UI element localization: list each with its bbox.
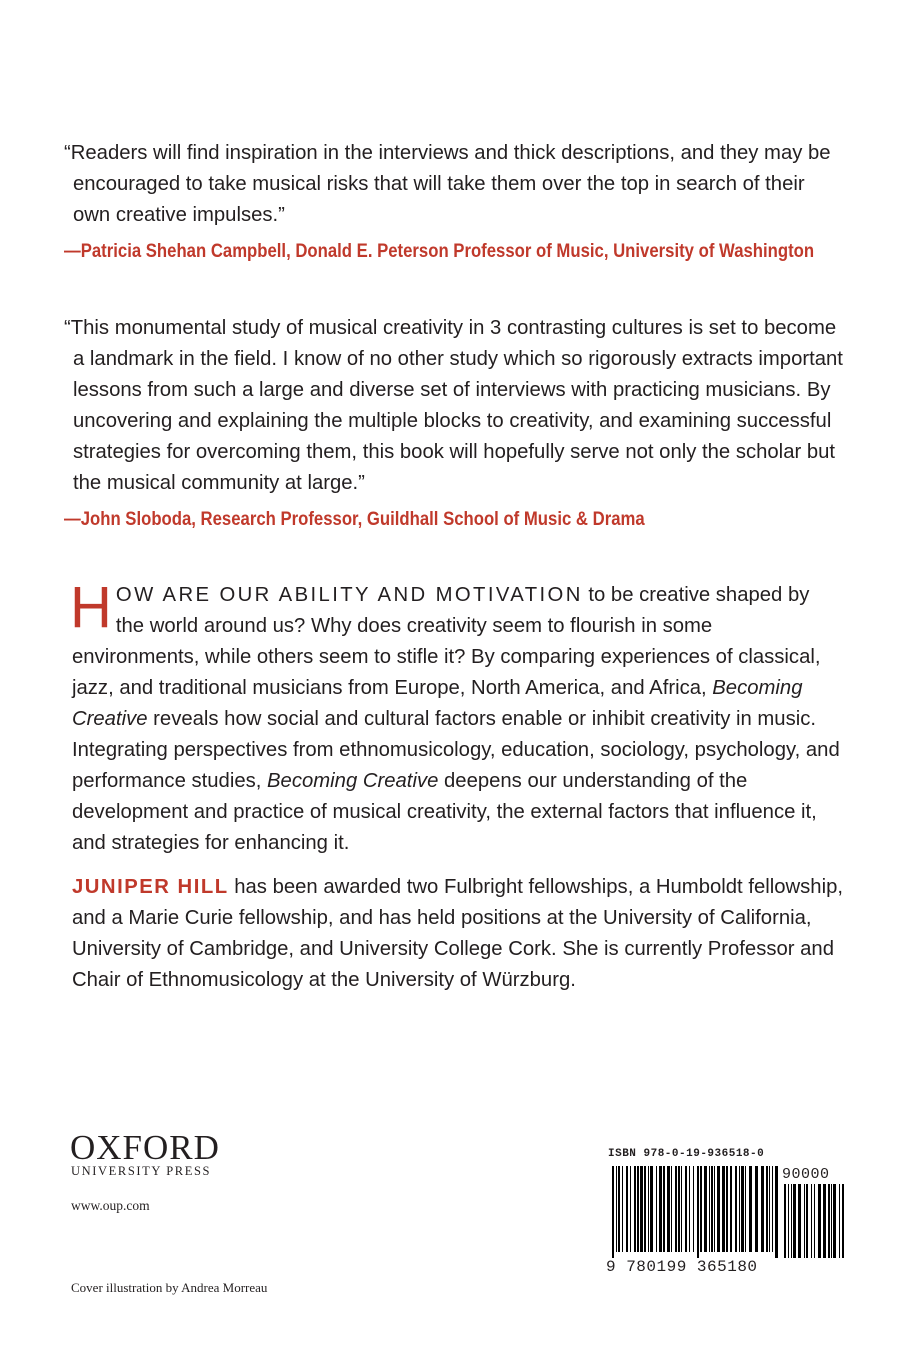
barcode-bar <box>616 1166 617 1252</box>
isbn-digits: 9 780199 365180 <box>606 1258 758 1276</box>
description-text: deepens our understanding of the development and practice of musical creativity, the external factors that influence it, and strategies for enhancing it. <box>72 770 817 854</box>
quote-attribution: —John Sloboda, Research Professor, Guildhall School of Music & Drama <box>64 509 645 530</box>
barcode-bar <box>831 1184 832 1258</box>
description-text: reveals how social and cultural factors enable or inhibit creativity in music. Integrating perspectives from ethnomusicology, education, sociology, psychology, and performance studies, <box>72 708 840 792</box>
bio-text: has been awarded two Fulbright fellowships, a Humboldt fellowship, and a Marie Curie fellowship, and has held positions at the University of California, University of Cambridge, and University College Cork. She is currently Professor and Chair of Ethnomusicology at the University of Würzburg. <box>72 876 844 991</box>
barcode-bar <box>828 1184 830 1258</box>
publisher-subtitle: UNIVERSITY PRESS <box>71 1164 212 1178</box>
barcode-bars <box>612 1166 780 1258</box>
barcode-bar <box>823 1184 826 1258</box>
barcode-bar <box>634 1166 636 1252</box>
barcode-bar <box>622 1166 623 1252</box>
barcode-bar <box>804 1184 805 1258</box>
barcode-bar <box>693 1166 694 1252</box>
barcode-bar <box>689 1166 690 1252</box>
barcode-bar <box>637 1166 639 1252</box>
barcode-bar <box>798 1184 801 1258</box>
barcode-bar <box>648 1166 649 1252</box>
barcode-bar <box>749 1166 752 1252</box>
barcode-bar <box>735 1166 737 1252</box>
barcode-bar <box>761 1166 764 1252</box>
barcode-bar <box>833 1184 836 1258</box>
book-title: Becoming Creative <box>267 770 439 792</box>
barcode-bar <box>755 1166 758 1252</box>
quote-text: “Readers will find inspiration in the interviews and thick descriptions, and they may be encouraged to take musical risks that will take them over the top in search of their own creative impulses.” <box>64 142 831 226</box>
barcode-bar <box>818 1184 821 1258</box>
barcode-bar <box>814 1184 815 1258</box>
barcode-bar <box>671 1166 672 1252</box>
review-quote-1 <box>64 138 844 267</box>
barcode-bar <box>704 1166 707 1252</box>
barcode-bar <box>656 1166 657 1252</box>
publisher-url: www.oup.com <box>71 1198 150 1213</box>
author-name: JUNIPER HILL <box>72 876 229 898</box>
book-title: Becoming Creative <box>72 677 803 730</box>
barcode-bar <box>766 1166 768 1252</box>
barcode-bar <box>663 1166 665 1252</box>
barcode-bar <box>745 1166 746 1252</box>
drop-cap: H <box>70 575 112 640</box>
barcode-bar <box>722 1166 725 1252</box>
quote-text: “This monumental study of musical creativity in 3 contrasting cultures is set to become a landmark in the field. I know of no other study which so rigorously extracts important lessons from such a large and diverse set of interviews with practicing musicians. By uncovering and explaining the multiple blocks to creativity, and examining successful strategies for overcoming them, this book will hopefully serve not only the scholar but the musical community at large.” <box>64 317 843 494</box>
barcode-bar <box>650 1166 653 1252</box>
barcode-bar <box>788 1184 789 1258</box>
barcode-bar <box>697 1166 699 1258</box>
barcode-addon-bars <box>784 1184 846 1258</box>
barcode-bar <box>709 1166 710 1252</box>
barcode-bar <box>726 1166 728 1252</box>
barcode-bar <box>806 1184 808 1258</box>
barcode-bar <box>667 1166 670 1252</box>
barcode-bar <box>644 1166 646 1252</box>
barcode-bar <box>772 1166 773 1252</box>
publisher-logo: OXFORD <box>70 1128 220 1167</box>
barcode-bar <box>775 1166 778 1258</box>
barcode-bar <box>784 1184 786 1258</box>
barcode-bar <box>675 1166 677 1252</box>
barcode-bar <box>711 1166 713 1252</box>
barcode-bar <box>717 1166 720 1252</box>
barcode-bar <box>741 1166 744 1252</box>
barcode-bar <box>730 1166 732 1252</box>
barcode-bar <box>659 1166 662 1252</box>
barcode-bar <box>769 1166 770 1252</box>
barcode-bar <box>681 1166 682 1252</box>
barcode-bar <box>678 1166 680 1252</box>
barcode-bar <box>791 1184 792 1258</box>
barcode-bar <box>685 1166 687 1252</box>
description-text: to be creative shaped by the world around us? Why does creativity seem to flourish in some environments, while others seem to stifle it? By comparing experiences of classical, jazz, and traditional musicians from Europe, North America, and Africa, <box>72 584 821 699</box>
isbn-barcode <box>606 1148 846 1278</box>
book-description <box>70 575 842 859</box>
barcode-bar <box>811 1184 812 1258</box>
isbn-label: ISBN 978-0-19-936518-0 <box>608 1148 765 1160</box>
barcode-bar <box>640 1166 643 1252</box>
cover-credit: Cover illustration by Andrea Morreau <box>71 1280 268 1295</box>
price-code: 90000 <box>782 1166 830 1183</box>
barcode-bar <box>839 1184 840 1258</box>
barcode-bar <box>842 1184 844 1258</box>
review-quote-2 <box>64 313 844 535</box>
description-lead: OW ARE OUR ABILITY AND MOTIVATION <box>115 584 583 606</box>
quote-attribution: —Patricia Shehan Campbell, Donald E. Peterson Professor of Music, University of Washington <box>64 241 815 262</box>
author-bio <box>72 872 847 996</box>
barcode-bar <box>739 1166 740 1252</box>
barcode-bar <box>700 1166 702 1252</box>
barcode-bar <box>793 1184 796 1258</box>
barcode-bar <box>714 1166 715 1252</box>
barcode-bar <box>618 1166 620 1252</box>
barcode-bar <box>612 1166 614 1258</box>
barcode-bar <box>626 1166 628 1252</box>
barcode-bar <box>630 1166 631 1252</box>
